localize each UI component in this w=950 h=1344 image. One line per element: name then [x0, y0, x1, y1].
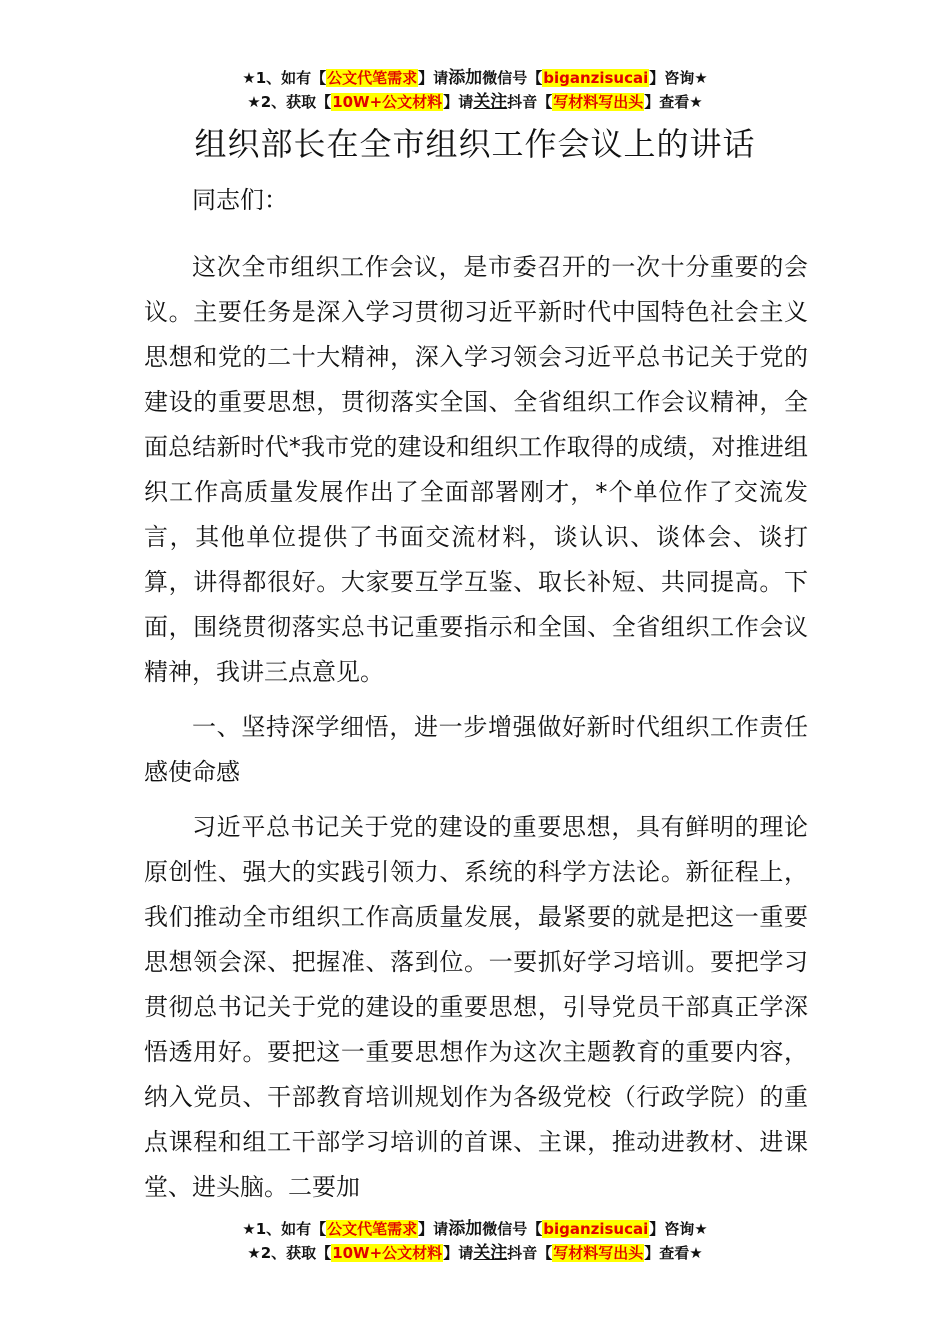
banner-text: 抖音【 [507, 1244, 553, 1262]
banner-highlight: 写材料写出头 [553, 93, 644, 111]
banner-text: 抖音【 [507, 93, 553, 111]
banner-emphasis: 关注 [473, 92, 508, 112]
banner-emphasis: 关注 [473, 1243, 508, 1263]
banner-highlight: biganzisucai [543, 69, 649, 87]
banner-text: 微信号【 [482, 1220, 543, 1238]
paragraph-intro: 这次全市组织工作会议，是市委召开的一次十分重要的会议。主要任务是深入学习贯彻习近平新时代中国特色社会主义思想和党的二十大精神，深入学习领会习近平总书记关于党的建设的重要思想，贯彻落实全国、全省组织工作会议精神，全面总结新时代*我市党的建设和组织工作取得的成绩，对推进组织工作高质量发展作出了全面部署刚才，*个单位作了交流发言，其他单位提供了书面交流材料，谈认识、谈体会、谈打算，讲得都很好。大家要互学互鉴、取长补短、共同提高。下面，围绕贯彻落实总书记重要指示和全国、全省组织工作会议精神，我讲三点意见。 [144, 253, 808, 686]
banner-emphasis: 添加 [448, 68, 483, 88]
banner-text: 】请 [443, 93, 474, 111]
banner-line-2 [0, 90, 950, 114]
banner-highlight: biganzisucai [543, 1220, 649, 1238]
banner-text: ★1、如有【 [242, 69, 327, 87]
banner-text: 】请 [418, 1220, 449, 1238]
banner-text: ★2、获取【 [247, 93, 332, 111]
paragraph-section-1: 习近平总书记关于党的建设的重要思想，具有鲜明的理论原创性、强大的实践引领力、系统的科学方法论。新征程上，我们推动全市组织工作高质量发展，最紧要的就是把这一重要思想领会深、把握准、落到位。一要抓好学习培训。要把学习贯彻总书记关于党的建设的重要思想，引导党员干部真正学深悟透用好。要把这一重要思想作为这次主题教育的重要内容，纳入党员、干部教育培训规划作为各级党校（行政学院）的重点课程和组工干部学习培训的首课、主课，推动进教材、进课堂、进头脑。二要加 [144, 813, 808, 1201]
banner-text: ★2、获取【 [247, 1244, 332, 1262]
banner-line-1 [0, 1217, 950, 1241]
banner-highlight: 写材料写出头 [553, 1244, 644, 1262]
header-banner [0, 66, 950, 114]
document-body [144, 178, 808, 1210]
section-heading-1: 一、坚持深学细悟，进一步增强做好新时代组织工作责任感使命感 [144, 713, 808, 786]
banner-emphasis: 添加 [448, 1219, 483, 1239]
banner-text: ★1、如有【 [242, 1220, 327, 1238]
banner-line-1 [0, 66, 950, 90]
banner-highlight: 10W+公文材料 [332, 93, 443, 111]
banner-text: 】请 [418, 69, 449, 87]
banner-text: 】咨询★ [649, 1220, 708, 1238]
banner-text: 】请 [443, 1244, 474, 1262]
banner-line-2 [0, 1241, 950, 1265]
banner-text: 微信号【 [482, 69, 543, 87]
greeting: 同志们： [192, 186, 288, 214]
document-title: 组织部长在全市组织工作会议上的讲话 [194, 125, 756, 163]
banner-highlight: 10W+公文材料 [332, 1244, 443, 1262]
banner-text: 】查看★ [644, 1244, 703, 1262]
banner-highlight: 公文代笔需求 [327, 1220, 418, 1238]
footer-banner [0, 1217, 950, 1265]
banner-text: 】查看★ [644, 93, 703, 111]
banner-text: 】咨询★ [649, 69, 708, 87]
banner-highlight: 公文代笔需求 [327, 69, 418, 87]
